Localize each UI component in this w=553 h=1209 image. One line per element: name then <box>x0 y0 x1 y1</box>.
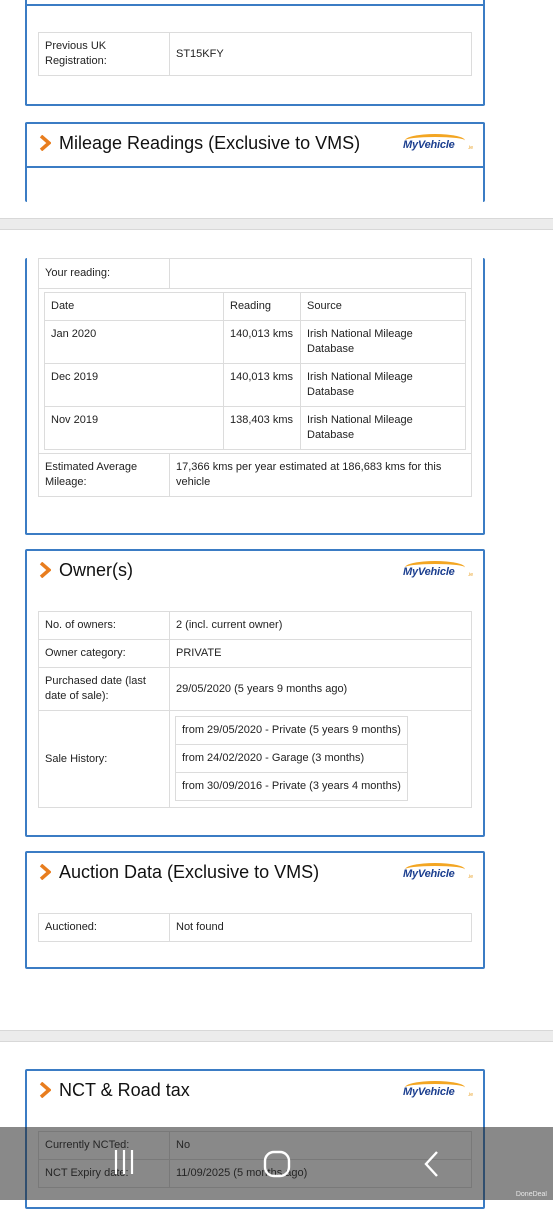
row-reading: 138,403 kms <box>224 407 301 450</box>
logo-text: MyVehicle <box>403 566 455 578</box>
back-icon[interactable] <box>422 1149 442 1179</box>
your-reading-label: Your reading: <box>39 259 170 289</box>
logo-text: MyVehicle <box>403 868 455 880</box>
chevron-right-icon <box>39 864 51 880</box>
readings-table <box>44 292 466 450</box>
chevron-right-icon <box>39 562 51 578</box>
myvehicle-logo <box>401 134 473 156</box>
logo-text: MyVehicle <box>403 139 455 151</box>
owners-count-label: No. of owners: <box>39 612 170 640</box>
logo-sub: .ie <box>467 572 473 578</box>
owners-count-value: 2 (incl. current owner) <box>170 612 472 640</box>
purchased-value: 29/05/2020 (5 years 9 months ago) <box>170 668 472 711</box>
prev-reg-label: Previous UK Registration: <box>39 33 170 76</box>
system-navigation-bar <box>0 1127 553 1200</box>
estimate-value: 17,366 kms per year estimated at 186,683 kms for this vehicle <box>170 454 472 497</box>
auction-title: Auction Data (Exclusive to VMS) <box>59 862 320 882</box>
header-source: Source <box>301 293 466 321</box>
auction-table <box>38 913 472 942</box>
list-item: from 29/05/2020 - Private (5 years 9 months) <box>175 716 408 745</box>
owner-category-label: Owner category: <box>39 640 170 668</box>
recent-apps-icon[interactable] <box>112 1147 136 1177</box>
list-item: from 24/02/2020 - Garage (3 months) <box>175 744 408 773</box>
vehicle-details-panel <box>25 0 485 106</box>
table-row <box>45 321 466 364</box>
auction-panel <box>25 851 485 969</box>
nct-title: NCT & Road tax <box>59 1080 190 1100</box>
logo-sub: .ie <box>467 145 473 151</box>
prev-reg-value: ST15KFY <box>170 33 472 76</box>
auction-value: Not found <box>170 914 472 942</box>
panel-header-divider <box>27 0 483 6</box>
owners-table <box>38 611 472 808</box>
table-row <box>45 407 466 450</box>
prev-reg-table <box>38 32 472 76</box>
owners-panel <box>25 549 485 837</box>
row-reading: 140,013 kms <box>224 364 301 407</box>
estimate-label: Estimated Average Mileage: <box>39 454 170 497</box>
sale-history-label: Sale History: <box>39 711 170 808</box>
logo-text: MyVehicle <box>403 1086 455 1098</box>
section-separator <box>0 218 553 230</box>
chevron-right-icon <box>39 1082 51 1098</box>
sale-history-list <box>175 717 408 801</box>
row-date: Jan 2020 <box>45 321 224 364</box>
auction-label: Auctioned: <box>39 914 170 942</box>
home-icon[interactable] <box>262 1149 292 1179</box>
myvehicle-logo <box>401 1081 473 1103</box>
section-separator <box>0 1030 553 1042</box>
row-source: Irish National Mileage Database <box>301 407 466 450</box>
mileage-panel-top <box>25 122 485 202</box>
chevron-right-icon <box>39 135 51 151</box>
your-reading-value[interactable] <box>170 259 472 289</box>
table-row <box>45 364 466 407</box>
row-date: Nov 2019 <box>45 407 224 450</box>
watermark: DoneDeal <box>515 1191 547 1198</box>
header-reading: Reading <box>224 293 301 321</box>
myvehicle-logo <box>401 863 473 885</box>
owner-category-value: PRIVATE <box>170 640 472 668</box>
logo-sub: .ie <box>467 874 473 880</box>
readings-header-row <box>45 293 466 321</box>
row-date: Dec 2019 <box>45 364 224 407</box>
purchased-label: Purchased date (last date of sale): <box>39 668 170 711</box>
header-date: Date <box>45 293 224 321</box>
owners-title: Owner(s) <box>59 560 134 580</box>
row-source: Irish National Mileage Database <box>301 364 466 407</box>
myvehicle-logo <box>401 561 473 583</box>
mileage-panel-body <box>25 258 485 535</box>
row-reading: 140,013 kms <box>224 321 301 364</box>
list-item: from 30/09/2016 - Private (3 years 4 months) <box>175 772 408 801</box>
mileage-title: Mileage Readings (Exclusive to VMS) <box>59 133 361 153</box>
mileage-table <box>38 258 472 497</box>
logo-sub: .ie <box>467 1092 473 1098</box>
row-source: Irish National Mileage Database <box>301 321 466 364</box>
